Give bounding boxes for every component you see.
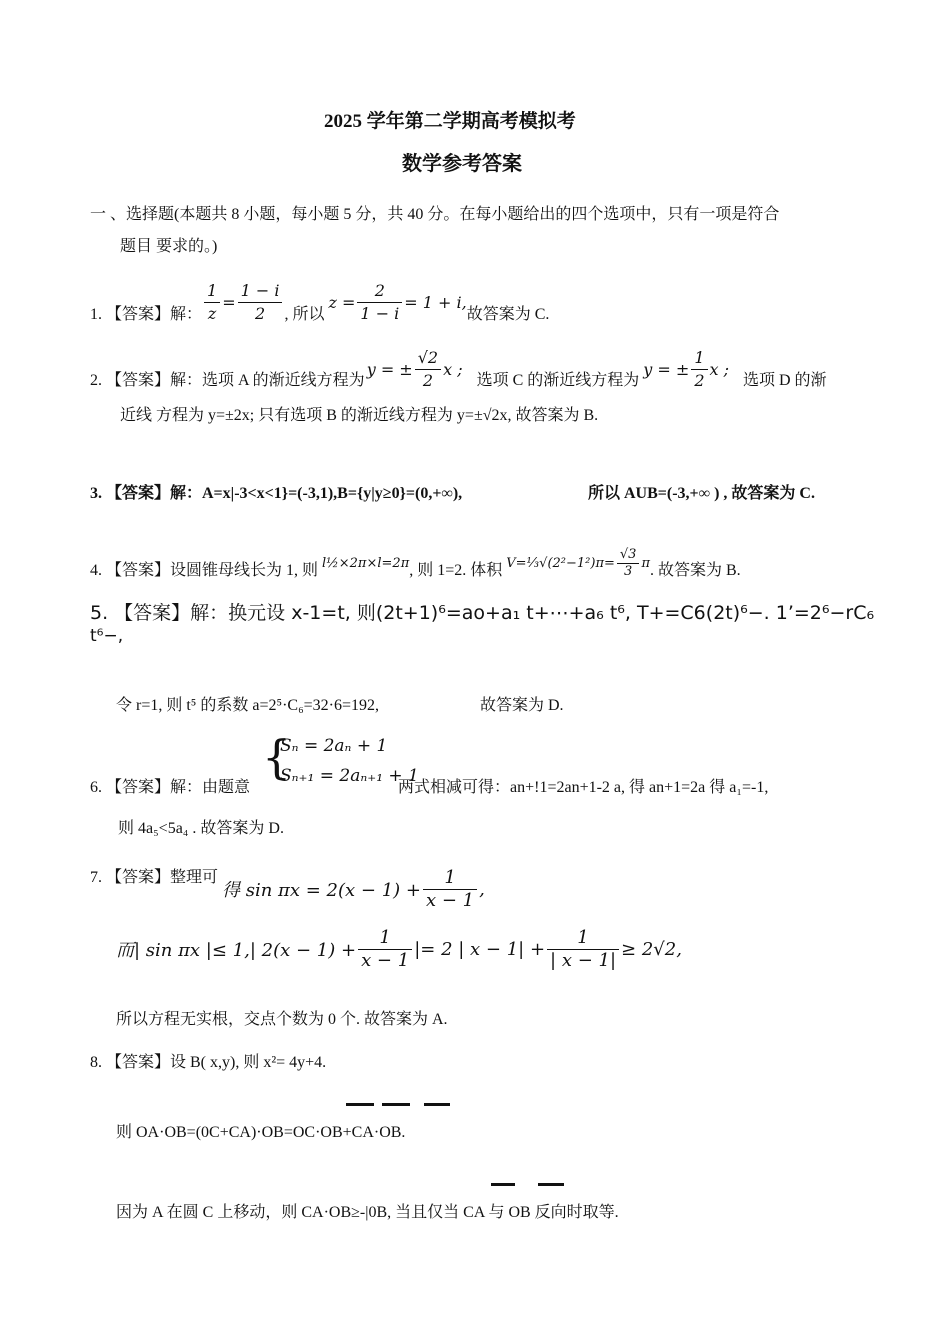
- answer-4-pi: π: [641, 555, 650, 571]
- answer-2-expr2-pre: y = ±: [643, 359, 690, 379]
- section-heading-cont: 题目 要求的。): [120, 238, 218, 255]
- answer-2-expr2-post: x ;: [709, 359, 729, 379]
- answer-8-line3: 因为 A 在圆 C 上移动，则 CA·OB≥-|0B, 当且仅当 CA 与 OB 反向时取等.: [116, 1204, 619, 1221]
- answer-7-conclusion: 所以方程无实根，交点个数为 0 个. 故答案为 A.: [116, 1011, 448, 1028]
- answer-4: [90, 540, 741, 586]
- answer-5-end: 故答案为 D.: [480, 697, 564, 714]
- answer-1: [90, 272, 549, 332]
- vector-bar-oa: [346, 1103, 374, 1106]
- answer-1-equals: =: [222, 292, 236, 312]
- answer-6-mid: 两式相减可得：an+!1=2an+1-2 a, 得 an+1=2a 得 a₁=-1,: [398, 779, 769, 796]
- answer-2-cont: 近线 方程为 y=±2x; 只有选项 B 的渐近线方程为 y=±√2x, 故答案为 B.: [120, 407, 599, 424]
- answer-2-expr1-pre: y = ±: [366, 359, 413, 379]
- answer-7-expr1-end: ,: [479, 878, 485, 900]
- answer-6-system-1: Sₙ = 2aₙ + 1: [280, 736, 388, 756]
- answer-4-expr2: V=⅓√(2²−1²)π=: [506, 555, 615, 571]
- answer-7-expr1: [222, 862, 485, 916]
- answer-7-frac-2: $\frac{1}{x - 1}$: [358, 927, 412, 972]
- answer-1-lead: 1. 【答案】解：: [90, 306, 203, 323]
- answer-7-expr2-end: ≥ 2√2,: [621, 938, 682, 960]
- answer-1-mid: , 所以: [284, 306, 325, 323]
- answer-2-end: 选项 D 的渐: [743, 372, 827, 389]
- answer-7-expr2-mid: |= 2 | x − 1| +: [414, 938, 546, 960]
- answer-2-expr2-frac: $\frac{1}{2}$: [691, 347, 707, 392]
- answer-4-mid: , 则 1=2. 体积: [409, 562, 503, 579]
- answer-8-line2: 则 OA·OB=(0C+CA)·OB=OC·OB+CA·OB.: [116, 1124, 406, 1141]
- answer-1-frac-3: $\frac{2}{1 - i}$: [357, 280, 402, 325]
- answer-7-frac-3: $\frac{1}{| x - 1|}$: [547, 927, 619, 972]
- answer-4-lead: 4. 【答案】设圆锥母线长为 1, 则: [90, 562, 319, 579]
- page-subtitle: 数学参考答案: [402, 153, 522, 175]
- answer-4-end: . 故答案为 B.: [650, 562, 741, 579]
- vector-bar-ob: [382, 1103, 410, 1106]
- answer-7-expr2-pre: 而| sin πx |≤ 1,| 2(x − 1) +: [116, 940, 357, 961]
- answer-3-cont: 所以 AUB=(-3,+∞ ) , 故答案为 C.: [588, 485, 815, 502]
- vector-bar-ca: [491, 1183, 515, 1186]
- answer-4-frac: $\frac{√3}{3}$: [617, 547, 640, 580]
- answer-3: 3. 【答案】解：A=x|-3<x<1}=(-3,1),B={y|y≥0}=(0,+∞),: [90, 485, 463, 502]
- answer-1-end: 故答案为 C.: [466, 306, 550, 323]
- answer-1-frac-1: $\frac{1}{z}$: [204, 280, 220, 325]
- answer-7-expr1-text: 得 sin πx = 2(x − 1) +: [222, 880, 421, 901]
- answer-2-lead: 2. 【答案】解：选项 A 的渐近线方程为: [90, 372, 365, 389]
- answer-5-cont: t⁶−,: [90, 626, 124, 646]
- section-heading: 一 、选择题(本题共 8 小题，每小题 5 分，共 40 分。在每小题给出的四个选项中，只有一项是符合: [90, 206, 780, 223]
- answer-1-z: z =: [328, 292, 356, 312]
- answer-7-frac-1: $\frac{1}{x - 1}$: [423, 867, 477, 912]
- answer-6-system-2: Sₙ₊₁ = 2aₙ₊₁ + 1: [280, 766, 419, 786]
- answer-5: 5. 【答案】解：换元设 x-1=t, 则(2t+1)⁶=ao+a₁ t+⋯+a₆ t⁶, T+=C6(2t)⁶−. 1’=2⁶−rC₆: [90, 602, 875, 624]
- answer-7-lead: 7. 【答案】整理可: [90, 869, 219, 886]
- answer-8: 8. 【答案】设 B( x,y), 则 x²= 4y+4.: [90, 1054, 327, 1071]
- answer-2-mid: 选项 C 的渐近线方程为: [476, 372, 640, 389]
- answer-2: [90, 340, 827, 398]
- answer-1-frac-2: $\frac{1 - i}{2}$: [238, 280, 283, 325]
- answer-6-lead: 6. 【答案】解：由题意: [90, 779, 251, 796]
- vector-bar-oc: [424, 1103, 450, 1106]
- answer-2-expr1-post: x ;: [443, 359, 463, 379]
- page-title: 2025 学年第二学期高考模拟考: [324, 111, 576, 132]
- answer-6-brace: {: [262, 730, 292, 784]
- answer-1-result: = 1 + i,: [404, 292, 467, 312]
- answer-7-expr2: [116, 922, 682, 976]
- vector-bar-ob-2: [538, 1183, 564, 1186]
- answer-4-expr1: l½×2π×l=2π: [322, 555, 410, 571]
- answer-2-expr1-frac: $\frac{√2}{2}$: [415, 347, 441, 392]
- answer-5-line3: 令 r=1, 则 t⁵ 的系数 a=2⁵·C₆=32·6=192,: [116, 697, 380, 714]
- answer-6-cont: 则 4a₅<5a₄ . 故答案为 D.: [118, 820, 284, 837]
